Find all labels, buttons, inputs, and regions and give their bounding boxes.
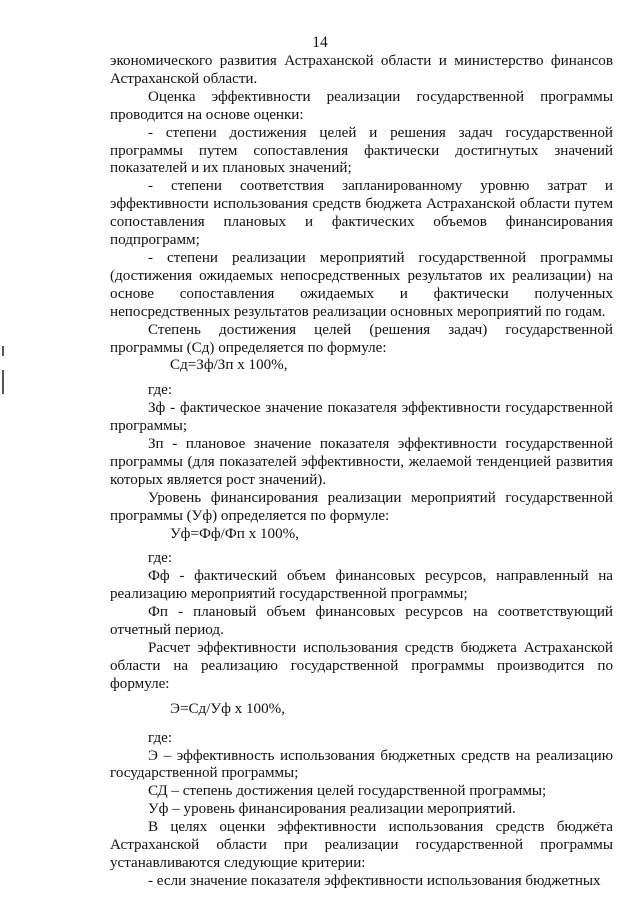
scan-margin-mark (2, 370, 4, 394)
paragraph: где: (148, 550, 173, 567)
paragraph: Оценка эффективности реализации государственной программы проводится на основе оценки: (110, 88, 613, 123)
definition: Уф – уровень финансирования реализации мероприятий. (148, 801, 516, 818)
page-number: 14 (312, 34, 328, 51)
definition: Э – эффективность использования бюджетных средств на реализацию государственной программы; (110, 747, 613, 782)
paragraph: Расчет эффективности использования средств бюджета Астраханской области на реализацию государственной программы производится по формуле: (110, 640, 613, 692)
list-item: - если значение показателя эффективности использования бюджетных (148, 872, 601, 889)
definition: СД – степень достижения целей государственной программы; (148, 783, 547, 800)
list-item: - степени реализации мероприятий государственной программы (достижения ожидаемых непосредственных результатов их реализации) на основе сопоставления ожидаемых и фактически полученных непосредственных результатов реализации основных мероприятий по годам. (110, 249, 613, 320)
list-item: - степени соответствия запланированному уровню затрат и эффективности использования средств бюджета Астраханской области путем сопоставления плановых и фактических объемов финансирования подпрограмм; (110, 178, 613, 249)
scan-margin-mark (2, 346, 4, 356)
paragraph: Уровень финансирования реализации мероприятий государственной программы (Уф) определяется по формуле: (110, 489, 613, 524)
document-body (110, 53, 613, 891)
paragraph: В целях оценки эффективности использования средств бюджета Астраханской области при реализации государственной программы устанавливаются следующие критерии: (110, 819, 613, 871)
paragraph: Степень достижения целей (решения задач) государственной программы (Сд) определяется по формуле: (110, 321, 613, 356)
definition: Фп - плановый объем финансовых ресурсов на соответствующий отчетный период. (110, 604, 613, 639)
paragraph: где: (148, 382, 173, 399)
definition: Зф - фактическое значение показателя эффективности государственной программы; (110, 400, 613, 435)
formula: Уф=Фф/Фп х 100%, (170, 525, 299, 542)
definition: Зп - плановое значение показателя эффективности государственной программы (для показателей эффективности, желаемой тенденцией развития которых является рост значений). (110, 436, 613, 488)
paragraph: где: (148, 729, 173, 746)
list-item: - степени достижения целей и решения задач государственной программы путем сопоставления фактически достигнутых значений показателей и их плановых значений; (110, 124, 613, 177)
paragraph: экономического развития Астраханской области и министерство финансов Астраханской области. (110, 53, 613, 87)
formula: Сд=Зф/Зп х 100%, (170, 357, 288, 374)
formula: Э=Сд/Уф х 100%, (170, 700, 285, 717)
definition: Фф - фактический объем финансовых ресурсов, направленный на реализацию мероприятий государственной программы; (110, 568, 613, 603)
